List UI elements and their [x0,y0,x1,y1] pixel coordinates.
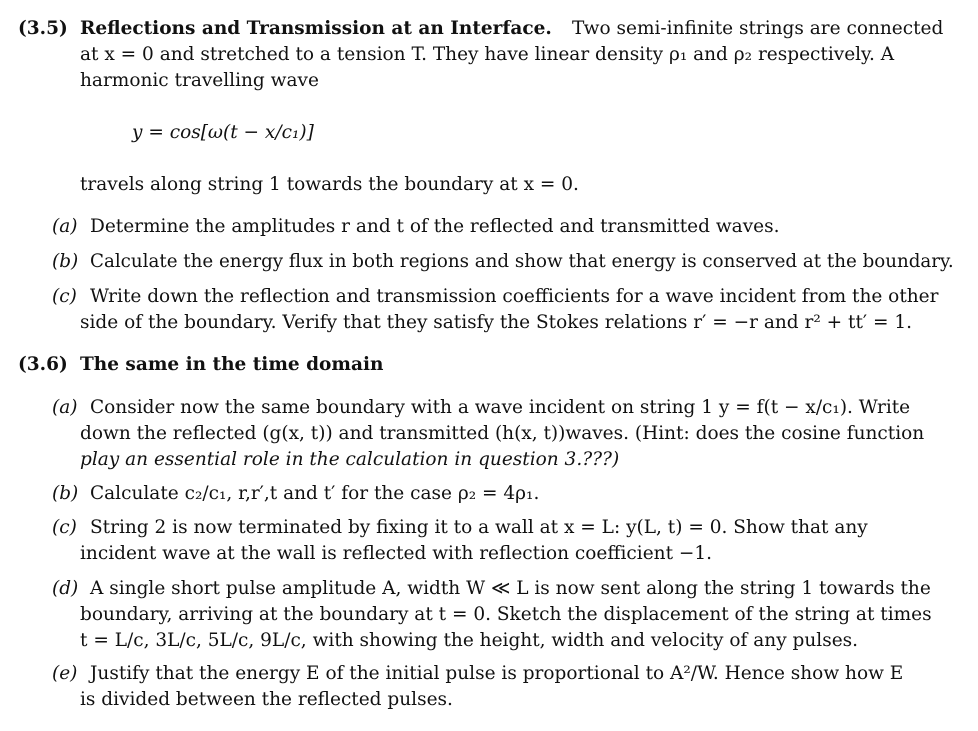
q36-d-label: (d) [52,578,79,599]
q35-b-text: Calculate the energy flux in both regions and show that energy is conserved at the boundary. [90,251,954,272]
q36-c-line2: incident wave at the wall is reflected with reflection coefficient −1. [80,543,713,564]
q35-b-label: (b) [52,251,79,272]
q35-line1: Two semi-infinite strings are connected [572,18,944,39]
q35-c-line1: Write down the reflection and transmission coefficients for a wave incident from the other [90,286,939,307]
q36-d-line2: boundary, arriving at the boundary at t = 0. Sketch the displacement of the string at times [80,604,932,625]
q35-line3: harmonic travelling wave [80,70,319,91]
q35-c-label: (c) [52,286,77,307]
q36-e-label: (e) [52,663,78,684]
q36-c-line1: String 2 is now terminated by fixing it to a wall at x = L: y(L, t) = 0. Show that any [90,517,868,538]
q36-e-line1: Justify that the energy E of the initial pulse is proportional to A²/W. Hence show how E [90,663,904,684]
q35-a-text: Determine the amplitudes r and t of the reflected and transmitted waves. [90,216,780,237]
q35-number: (3.5) [18,18,68,39]
q36-d-line3: t = L/c, 3L/c, 5L/c, 9L/c, with showing the height, width and velocity of any pulses. [80,630,859,651]
q35-line2: at x = 0 and stretched to a tension T. They have linear density ρ₁ and ρ₂ respectively. A [80,44,895,65]
q35-title: Reflections and Transmission at an Interface. [80,18,552,39]
q35-equation: y = cos[ω(t − x/c₁)] [132,122,314,143]
q36-a-line2: down the reflected (g(x, t)) and transmitted (h(x, t))waves. (Hint: does the cosine function [80,423,925,444]
q36-c-label: (c) [52,517,77,538]
q36-number: (3.6) [18,354,68,375]
q35-c-line2: side of the boundary. Verify that they satisfy the Stokes relations r′ = −r and r² + tt′ = 1. [80,312,913,333]
q36-e-line2: is divided between the reflected pulses. [80,689,453,710]
q36-b-label: (b) [52,483,79,504]
q35-line4: travels along string 1 towards the boundary at x = 0. [80,174,579,195]
q35-a-label: (a) [52,216,78,237]
q36-title: The same in the time domain [80,354,384,375]
q36-a-line3: play an essential role in the calculation in question 3.???) [80,449,620,470]
q36-b-text: Calculate c₂/c₁, r,r′,t and t′ for the case ρ₂ = 4ρ₁. [90,483,540,504]
q36-d-line1: A single short pulse amplitude A, width W ≪ L is now sent along the string 1 towards the [90,578,931,599]
q36-a-label: (a) [52,397,78,418]
q36-a-line1: Consider now the same boundary with a wave incident on string 1 y = f(t − x/c₁). Write [90,397,911,418]
